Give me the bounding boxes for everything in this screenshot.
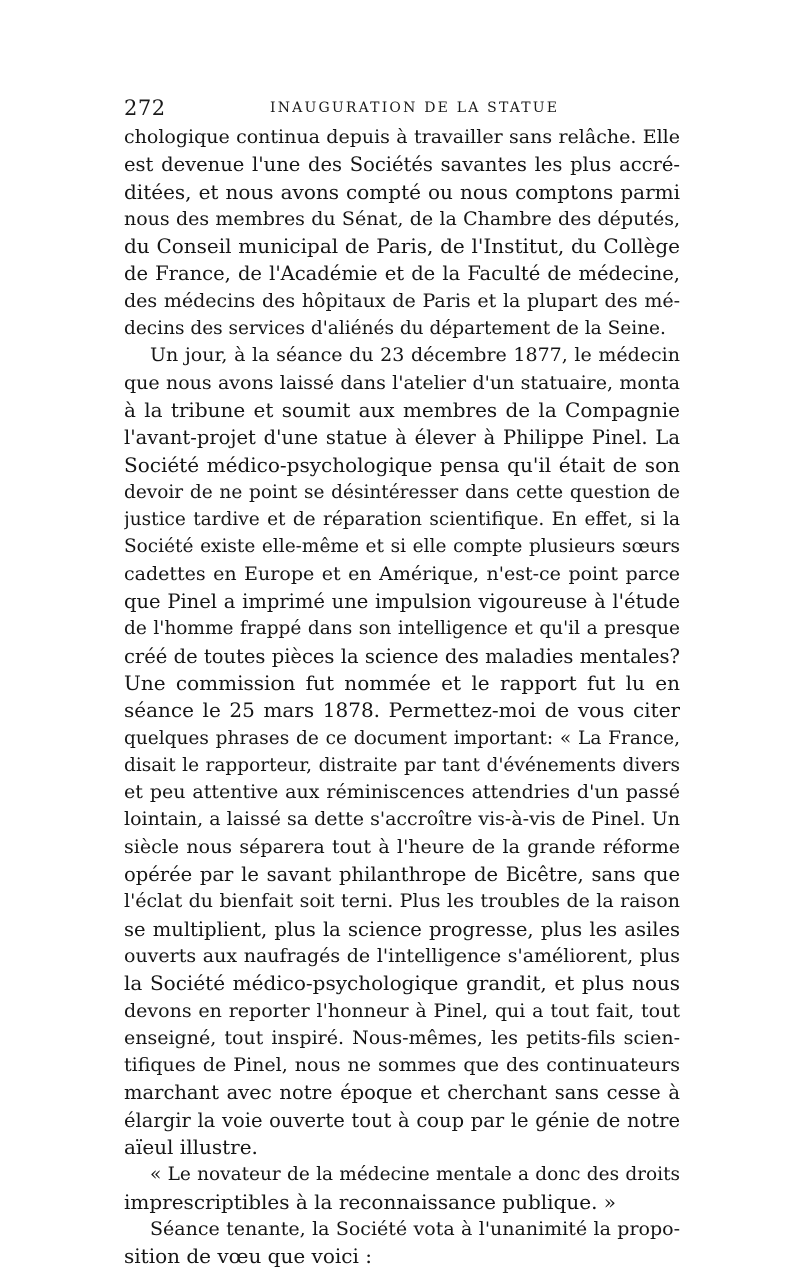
text-line: tifiques de Pinel, nous ne sommes que des continuateurs (124, 1054, 680, 1077)
text-line: cadettes en Europe et en Amérique, n'est-ce point parce (124, 562, 680, 585)
text-line: la Société médico-psychologique grandit, et plus nous (124, 971, 680, 996)
text-line: des médecins des hôpitaux de Paris et la plupart des mé- (124, 289, 680, 312)
text-line: élargir la voie ouverte tout à coup par le génie de notre (124, 1108, 680, 1132)
text-line: devoir de ne point se désintéresser dans cette question de (124, 481, 680, 503)
text-line: enseigné, tout inspiré. Nous-mêmes, les petits-fils scien- (124, 1026, 680, 1049)
text-line: nous des membres du Sénat, de la Chambre des députés, (124, 207, 680, 230)
text-line: Société médico-psychologique pensa qu'il était de son (124, 452, 680, 477)
text-line: decins des services d'aliénés du département de la Seine. (124, 318, 666, 340)
text-line: lointain, a laissé sa dette s'accroître vis-à-vis de Pinel. Un (124, 808, 680, 831)
text-line: aïeul illustre. (124, 1134, 258, 1159)
text-line: « Le novateur de la médecine mentale a donc des droits (150, 1164, 680, 1186)
text-line: opérée par le savant philanthrope de Bicêtre, sans que (124, 863, 680, 887)
text-line: siècle nous séparera tout à l'heure de la grande réforme (124, 835, 680, 858)
text-line: que nous avons laissé dans l'atelier d'un statuaire, monta (124, 371, 680, 394)
text-line: l'avant-projet d'une statue à élever à Philippe Pinel. La (124, 426, 680, 450)
text-line: quelques phrases de ce document important: « La France, (124, 727, 680, 749)
text-line: Un jour, à la séance du 23 décembre 1877, le médecin (150, 344, 680, 367)
text-line: sition de vœu que voici : (124, 1244, 372, 1269)
text-line: Société existe elle-même et si elle compte plusieurs sœurs (124, 536, 680, 558)
text-line: créé de toutes pièces la science des maladies mentales? (124, 644, 680, 668)
text-line: marchant avec notre époque et cherchant sans cesse à (124, 1081, 680, 1105)
text-line: et peu attentive aux réminiscences attendries d'un passé (124, 781, 680, 804)
text-line: à la tribune et soumit aux membres de la Compagnie (124, 397, 680, 422)
text-line: imprescriptibles à la reconnaissance publique. » (124, 1189, 617, 1214)
page-header (124, 96, 680, 124)
text-line: Séance tenante, la Société vota à l'unanimité la propo- (150, 1217, 680, 1240)
running-title: INAUGURATION DE LA STATUE (270, 100, 560, 116)
text-line: chologique continua depuis à travailler sans relâche. Elle (124, 126, 680, 148)
text-line: justice tardive et de réparation scientifique. En effet, si la (124, 509, 680, 531)
page-number: 272 (124, 96, 166, 120)
text-line: ditées, et nous avons compté ou nous comptons parmi (124, 179, 680, 204)
text-line: Une commission fut nommée et le rapport fut lu en (124, 670, 680, 695)
text-line: que Pinel a imprimé une impulsion vigoureuse à l'étude (124, 590, 680, 614)
text-line: est devenue l'une des Sociétés savantes les plus accré- (124, 153, 680, 177)
text-line: se multiplient, plus la science progresse, plus les asiles (124, 917, 680, 941)
text-line: devons en reporter l'honneur à Pinel, qui a tout fait, tout (124, 999, 680, 1022)
text-line: l'éclat du bienfait soit terni. Plus les troubles de la raison (124, 890, 680, 913)
body-text (124, 124, 680, 1270)
text-line: de l'homme frappé dans son intelligence et qu'il a presque (124, 618, 680, 640)
text-line: séance le 25 mars 1878. Permettez-moi de vous citer (124, 698, 680, 723)
text-line: ouverts aux naufragés de l'intelligence s'améliorent, plus (124, 944, 680, 967)
text-line: disait le rapporteur, distraite par tant d'événements divers (124, 754, 680, 776)
text-line: du Conseil municipal de Paris, de l'Institut, du Collège (124, 234, 680, 259)
text-line: de France, de l'Académie et de la Faculté de médecine, (124, 262, 680, 286)
